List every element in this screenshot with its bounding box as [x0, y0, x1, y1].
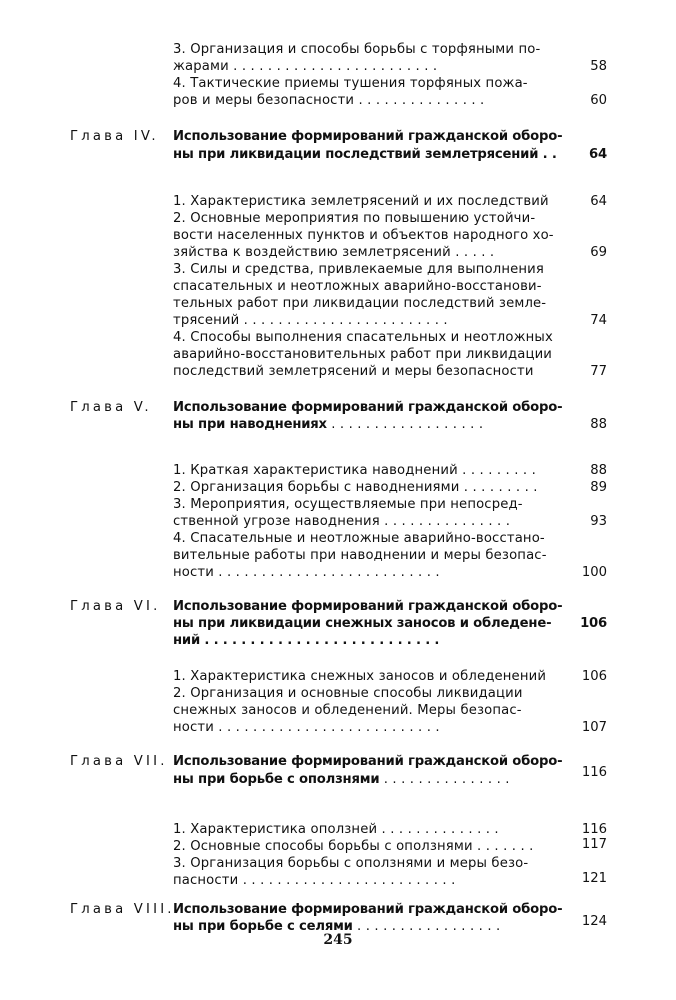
page-ref[interactable]: 116 [581, 765, 607, 780]
chapter-title [173, 771, 545, 788]
page-ref[interactable]: 69 [590, 245, 607, 260]
toc-text: трясений [173, 313, 240, 328]
leader-dots: . . . . . . . . . . . . . . . . . . . . . . . . . . [213, 720, 440, 735]
toc-line [173, 92, 545, 109]
chapter-title: Использование формирований гражданской оборо- [173, 129, 563, 144]
toc-line [173, 462, 545, 479]
toc-line: вости населенных пунктов и объектов народного хо- [173, 228, 554, 243]
toc-text: ности [173, 720, 214, 735]
toc-line: 3. Мероприятия, осуществляемые при непосред- [173, 497, 523, 512]
toc-text: 1. Краткая характеристика наводнений [173, 463, 458, 478]
toc-line [173, 719, 545, 736]
page-ref[interactable]: 121 [581, 871, 607, 886]
toc-text: 1. Характеристика оползней [173, 822, 378, 837]
toc-line: 4. Спасательные и неотложные аварийно-восстано- [173, 531, 545, 546]
chapter-label: Глава IV. [70, 129, 159, 144]
page-ref[interactable]: 106 [581, 669, 607, 684]
leader-dots: . . . . . . . [472, 839, 534, 854]
page-ref[interactable]: 93 [590, 514, 607, 529]
toc-text: зяйства к воздействию землетрясений [173, 245, 451, 260]
toc-line [173, 244, 545, 261]
toc-line [173, 821, 545, 838]
leader-dots: . . . . . . . . . . . . . . . . . [352, 919, 501, 934]
page-ref[interactable]: 106 [580, 616, 607, 631]
toc-text: 2. Организация борьбы с наводнениями [173, 480, 460, 495]
toc-line [173, 872, 545, 889]
page-ref[interactable]: 74 [590, 313, 607, 328]
toc-line: 1. Характеристика снежных заносов и обледенений [173, 669, 547, 684]
toc-text: ны при борьбе с селями [173, 919, 353, 934]
leader-dots: . . . . . . . . . . . . . . . . . . . . . . . . [228, 59, 438, 74]
toc-line: вительные работы при наводнении и меры безопас- [173, 548, 547, 563]
toc-line [173, 564, 545, 581]
chapter-label: Глава VI. [70, 599, 161, 614]
toc-line [173, 513, 545, 530]
chapter-title: Использование формирований гражданской оборо- [173, 754, 563, 769]
page-ref[interactable]: 88 [590, 463, 607, 478]
toc-text: ны при борьбе с оползнями [173, 772, 380, 787]
leader-dots: . . . . . . . . . . . . . . . [354, 93, 485, 108]
toc-text: ны при ликвидации последствий землетрясений [173, 147, 539, 162]
chapter-title [173, 146, 557, 163]
leader-dots: . . . . . . . . . [457, 463, 536, 478]
leader-dots: . . . . . . . . . . . . . . . . . . . . . . . . . [238, 873, 456, 888]
toc-line: последствий землетрясений и меры безопасности [173, 364, 534, 379]
leader-dots: . . [538, 147, 557, 162]
toc-text: ров и меры безопасности [173, 93, 355, 108]
leader-dots: . . . . . . . . . . . . . . . [379, 772, 510, 787]
chapter-title: ны при ликвидации снежных заносов и обледене- [173, 616, 552, 631]
leader-dots: . . . . . . . . . . . . . . [377, 822, 499, 837]
toc-text: жарами [173, 59, 229, 74]
toc-line: 2. Основные мероприятия по повышению устойчи- [173, 211, 536, 226]
chapter-title: Использование формирований гражданской оборо- [173, 599, 563, 614]
toc-line: 3. Организация борьбы с оползнями и меры безо- [173, 856, 529, 871]
leader-dots: . . . . . . . . . [459, 480, 538, 495]
page-ref[interactable]: 60 [590, 93, 607, 108]
toc-text: пасности [173, 873, 239, 888]
footer-page-number: 245 [323, 932, 353, 948]
toc-line: 3. Силы и средства, привлекаемые для выполнения [173, 262, 544, 277]
toc-text: ственной угрозе наводнения [173, 514, 380, 529]
toc-line [173, 838, 545, 855]
chapter-title [173, 416, 545, 433]
toc-line: спасательных и неотложных аварийно-восстанови- [173, 279, 542, 294]
toc-text: ны при наводнениях [173, 417, 327, 432]
toc-text: ности [173, 565, 214, 580]
chapter-label: Глава VII. [70, 754, 168, 769]
toc-text: ний [173, 633, 200, 648]
toc-line [173, 479, 545, 496]
page-ref[interactable]: 58 [590, 59, 607, 74]
toc-line: 2. Организация и основные способы ликвидации [173, 686, 523, 701]
leader-dots: . . . . . . . . . . . . . . . . . . [326, 417, 484, 432]
leader-dots: . . . . . . . . . . . . . . . . . . . . . . . . . . [200, 633, 440, 648]
toc-line: 1. Характеристика землетрясений и их последствий [173, 194, 549, 209]
chapter-title: Использование формирований гражданской оборо- [173, 902, 563, 917]
page-ref[interactable]: 77 [590, 364, 607, 379]
toc-line: аварийно-восстановительных работ при ликвидации [173, 347, 553, 362]
toc-line: 4. Тактические приемы тушения торфяных пожа- [173, 76, 528, 91]
page-ref[interactable]: 88 [590, 417, 607, 432]
leader-dots: . . . . . . . . . . . . . . . . . . . . . . . . . . [213, 565, 440, 580]
toc-line: 4. Способы выполнения спасательных и неотложных [173, 330, 553, 345]
toc-line [173, 312, 545, 329]
page-ref[interactable]: 64 [590, 194, 607, 209]
page-ref[interactable]: 107 [581, 720, 607, 735]
chapter-title [173, 632, 545, 649]
toc-line: тельных работ при ликвидации последствий земле- [173, 296, 547, 311]
page-ref[interactable]: 64 [589, 147, 607, 162]
page-ref[interactable]: 89 [590, 480, 607, 495]
leader-dots: . . . . . . . . . . . . . . . . . . . . . . . . [239, 313, 448, 328]
toc-line [173, 58, 545, 75]
leader-dots: . . . . . [450, 245, 495, 260]
page-ref[interactable]: 100 [581, 565, 607, 580]
chapter-title: Использование формирований гражданской оборо- [173, 400, 563, 415]
chapter-label: Глава VIII. [70, 902, 175, 917]
page-ref[interactable]: 116 [581, 822, 607, 837]
chapter-label: Глава V. [70, 400, 152, 415]
toc-text: 2. Основные способы борьбы с оползнями [173, 839, 473, 854]
leader-dots: . . . . . . . . . . . . . . . [379, 514, 511, 529]
page-ref[interactable]: 117 [581, 837, 607, 852]
page-ref[interactable]: 124 [581, 914, 607, 929]
toc-line: снежных заносов и обледенений. Меры безопас- [173, 703, 522, 718]
toc-line: 3. Организация и способы борьбы с торфяными по- [173, 42, 541, 57]
